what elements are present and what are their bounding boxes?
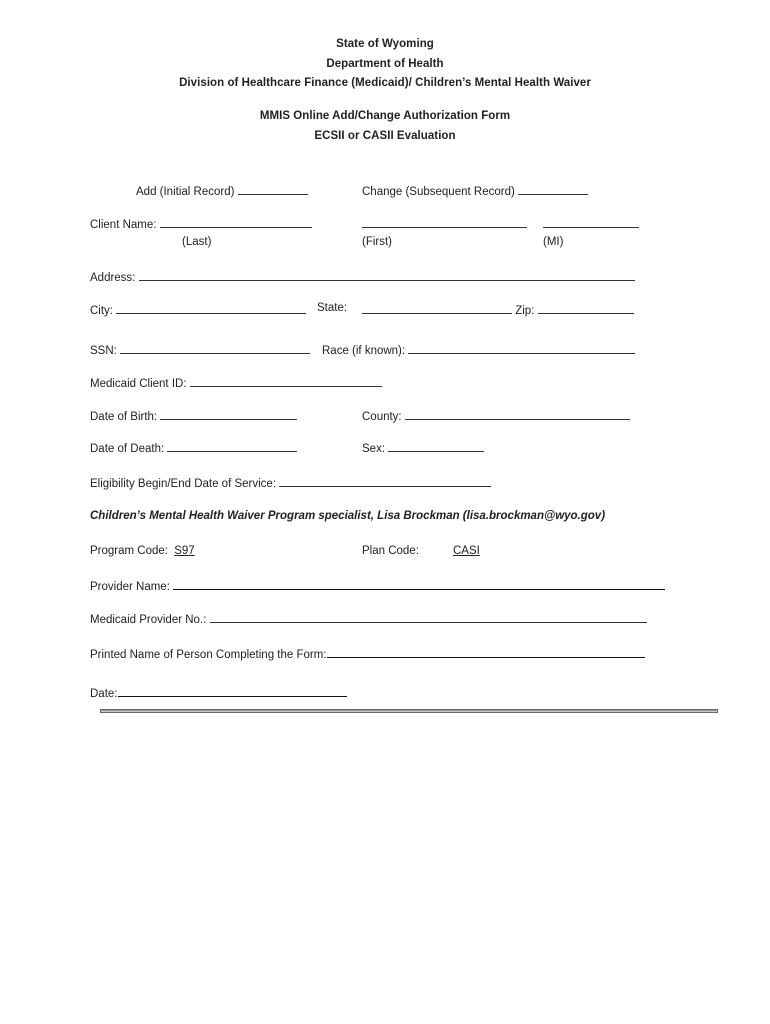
client-name-label: Client Name: (90, 219, 157, 231)
printed-name-field[interactable] (327, 646, 645, 658)
zip-field[interactable] (538, 302, 634, 314)
state-field[interactable] (362, 302, 512, 314)
client-mi-wrap (543, 216, 639, 231)
program-code-value: S97 (174, 545, 195, 557)
city-label: City: (90, 305, 113, 317)
sex-row (362, 440, 484, 455)
provider-name-row (90, 578, 665, 593)
last-caption: (Last) (182, 236, 212, 248)
provider-name-label: Provider Name: (90, 581, 170, 593)
date-row (90, 685, 347, 700)
dod-label: Date of Death: (90, 443, 165, 455)
client-name-row (90, 216, 312, 231)
provider-number-label: Medicaid Provider No.: (90, 614, 207, 626)
section-divider (100, 709, 718, 713)
address-row (90, 269, 635, 284)
provider-number-field[interactable] (210, 611, 647, 623)
county-label: County: (362, 411, 402, 423)
header-department: Department of Health (326, 58, 444, 70)
sex-field[interactable] (388, 440, 484, 452)
form-title: MMIS Online Add/Change Authorization Form (259, 110, 511, 122)
client-first-name-wrap (362, 216, 527, 231)
eligibility-row (90, 475, 491, 490)
specialist-note: Children’s Mental Health Waiver Program specialist, Lisa Brockman (lisa.brockman@wyo.gov) (90, 510, 606, 522)
change-record-field[interactable] (518, 183, 588, 195)
first-caption: (First) (362, 236, 393, 248)
provider-number-row (90, 611, 647, 626)
eligibility-field[interactable] (279, 475, 491, 487)
plan-code-label: Plan Code: (362, 545, 419, 557)
state-label: State: (317, 302, 348, 314)
dob-row (90, 408, 297, 423)
city-row (90, 302, 306, 317)
medicaid-id-field[interactable] (190, 375, 382, 387)
date-label: Date: (90, 688, 118, 700)
header-state: State of Wyoming (336, 38, 434, 50)
county-field[interactable] (405, 408, 630, 420)
client-last-name-field[interactable] (160, 216, 312, 228)
provider-name-field[interactable] (173, 578, 665, 590)
zip-label: Zip: (515, 305, 535, 317)
zip-row (362, 302, 634, 317)
mi-caption: (MI) (543, 236, 564, 248)
printed-name-row (90, 646, 645, 661)
header-division: Division of Healthcare Finance (Medicaid)/ Children’s Mental Health Waiver (179, 77, 591, 89)
program-code-row (90, 545, 195, 557)
plan-code-value: CASI (453, 545, 480, 557)
address-label: Address: (90, 272, 136, 284)
program-code-label: Program Code: (90, 545, 168, 557)
race-label: Race (if known): (322, 345, 406, 357)
client-mi-field[interactable] (543, 216, 639, 228)
change-record-row (362, 183, 588, 198)
county-row (362, 408, 630, 423)
dob-field[interactable] (160, 408, 297, 420)
add-record-field[interactable] (238, 183, 308, 195)
date-field[interactable] (118, 685, 347, 697)
medicaid-id-label: Medicaid Client ID: (90, 378, 187, 390)
medicaid-id-row (90, 375, 382, 390)
ssn-label: SSN: (90, 345, 117, 357)
city-field[interactable] (116, 302, 306, 314)
add-record-row (136, 183, 308, 198)
sex-label: Sex: (362, 443, 386, 455)
race-field[interactable] (408, 342, 635, 354)
ssn-field[interactable] (120, 342, 310, 354)
eligibility-label: Eligibility Begin/End Date of Service: (90, 478, 277, 490)
change-record-label: Change (Subsequent Record) (362, 186, 515, 198)
address-field[interactable] (139, 269, 635, 281)
printed-name-label: Printed Name of Person Completing the Form: (90, 649, 327, 661)
dod-row (90, 440, 297, 455)
client-first-name-field[interactable] (362, 216, 527, 228)
add-record-label: Add (Initial Record) (136, 186, 235, 198)
dod-field[interactable] (167, 440, 297, 452)
dob-label: Date of Birth: (90, 411, 158, 423)
form-subtitle: ECSII or CASII Evaluation (314, 130, 456, 142)
ssn-row (90, 342, 310, 357)
race-row (322, 342, 635, 357)
